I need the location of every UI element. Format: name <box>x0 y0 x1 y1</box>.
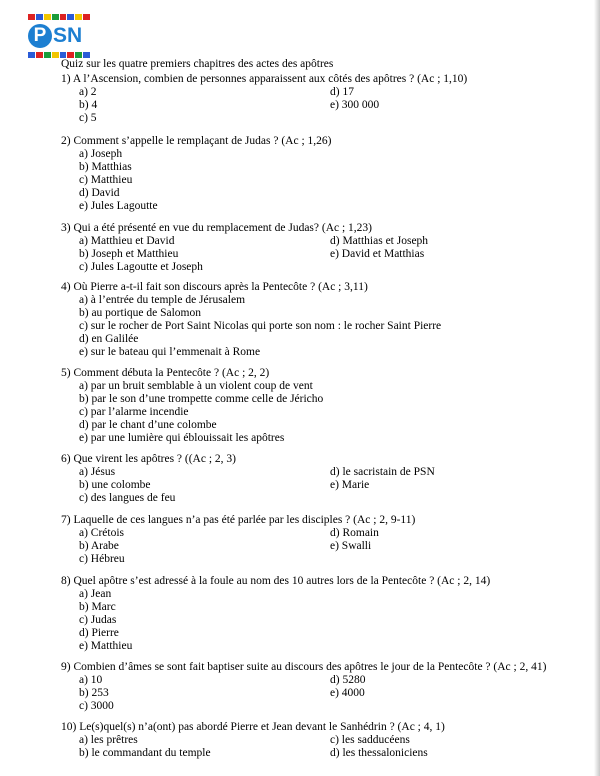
question-text: 1) A l’Ascension, combien de personnes apparaissent aux côtés des apôtres ? (Ac ; 1,10) <box>61 73 468 85</box>
logo-text: SN <box>53 24 83 47</box>
option-b: b) Joseph et Matthieu <box>79 247 179 260</box>
option-a: a) les prêtres <box>79 733 138 746</box>
question-text: 6) Que virent les apôtres ? ((Ac ; 2, 3) <box>61 453 236 465</box>
option-d: d) Matthias et Joseph <box>330 234 429 247</box>
option-c: c) sur le rocher de Port Saint Nicolas qui porte son nom : le rocher Saint Pierre <box>79 319 442 332</box>
option-e: e) 4000 <box>330 686 365 699</box>
option-b: b) Matthias <box>79 160 132 173</box>
question-text: 8) Quel apôtre s’est adressé à la foule au nom des 10 autres lors de la Pentecôte ? (Ac ; 2, 14) <box>61 575 491 587</box>
option-d: d) le sacristain de PSN <box>330 465 435 478</box>
question-1 <box>61 73 467 124</box>
page-edge-shadow <box>594 0 600 776</box>
option-c: c) 5 <box>79 111 97 124</box>
option-d: d) par le chant d’une colombe <box>79 418 217 431</box>
flags-strip-top <box>28 14 90 20</box>
question-text: 7) Laquelle de ces langues n’a pas été parlée par les disciples ? (Ac ; 2, 9-11) <box>61 514 416 526</box>
option-a: a) par un bruit semblable à un violent coup de vent <box>79 379 313 392</box>
option-c: c) Matthieu <box>79 173 133 186</box>
option-d: d) David <box>79 186 120 199</box>
option-d: d) Pierre <box>79 626 119 639</box>
option-c: c) par l’alarme incendie <box>79 405 189 418</box>
option-b: b) au portique de Salomon <box>79 306 202 319</box>
question-2 <box>61 135 331 212</box>
option-a: a) Crétois <box>79 526 125 539</box>
option-b: b) Marc <box>79 600 116 613</box>
quiz-title: Quiz sur les quatre premiers chapitres des actes des apôtres <box>61 58 334 70</box>
option-e: e) par une lumière qui éblouissait les apôtres <box>79 431 285 444</box>
option-c: c) les sadducéens <box>330 733 410 746</box>
psn-logo <box>28 14 90 58</box>
option-e: e) sur le bateau qui l’emmenait à Rome <box>79 345 261 358</box>
question-text: 10) Le(s)quel(s) n’a(ont) pas abordé Pierre et Jean devant le Sanhédrin ? (Ac ; 4, 1) <box>61 721 445 733</box>
logo-circle-p: P <box>28 24 52 48</box>
question-9 <box>61 661 546 712</box>
option-a: a) Jésus <box>79 465 116 478</box>
question-10 <box>61 721 445 760</box>
option-a: a) Joseph <box>79 147 123 160</box>
option-d: d) en Galilée <box>79 332 139 345</box>
option-d: d) Romain <box>330 526 379 539</box>
option-c: c) Hébreu <box>79 552 125 565</box>
question-text: 3) Qui a été présenté en vue du remplacement de Judas? (Ac ; 1,23) <box>61 222 373 234</box>
option-b: b) 253 <box>79 686 109 699</box>
option-c: c) Jules Lagoutte et Joseph <box>79 260 203 273</box>
option-b: b) 4 <box>79 98 98 111</box>
option-d: d) 17 <box>330 85 354 98</box>
option-c: c) des langues de feu <box>79 491 176 504</box>
question-6 <box>61 453 435 504</box>
option-a: a) Jean <box>79 587 112 600</box>
option-e: e) Swalli <box>330 539 372 552</box>
question-8 <box>61 575 490 652</box>
option-b: b) Arabe <box>79 539 119 552</box>
question-text: 5) Comment débuta la Pentecôte ? (Ac ; 2, 2) <box>61 367 270 379</box>
question-text: 9) Combien d’âmes se sont fait baptiser suite au discours des apôtres le jour de la Pentecôte ? (Ac ; 2, 41) <box>61 661 547 673</box>
question-text: 2) Comment s’appelle le remplaçant de Judas ? (Ac ; 1,26) <box>61 135 332 147</box>
option-b: b) le commandant du temple <box>79 746 211 759</box>
option-e: e) Matthieu <box>79 639 133 652</box>
option-a: a) Matthieu et David <box>79 234 175 247</box>
option-a: a) à l’entrée du temple de Jérusalem <box>79 293 246 306</box>
option-c: c) 3000 <box>79 699 114 712</box>
option-b: b) une colombe <box>79 478 151 491</box>
question-text: 4) Où Pierre a-t-il fait son discours après la Pentecôte ? (Ac ; 3,11) <box>61 281 368 293</box>
option-d: d) les thessaloniciens <box>330 746 428 759</box>
question-5 <box>61 367 324 444</box>
question-3 <box>61 222 429 273</box>
option-c: c) Judas <box>79 613 117 626</box>
option-e: e) 300 000 <box>330 98 380 111</box>
option-b: b) par le son d’une trompette comme celle de Jéricho <box>79 392 324 405</box>
option-e: e) David et Matthias <box>330 247 425 260</box>
question-4 <box>61 281 442 358</box>
question-7 <box>61 514 415 565</box>
option-e: e) Jules Lagoutte <box>79 199 158 212</box>
option-e: e) Marie <box>330 478 370 491</box>
option-a: a) 10 <box>79 673 103 686</box>
option-a: a) 2 <box>79 85 97 98</box>
option-d: d) 5280 <box>330 673 366 686</box>
